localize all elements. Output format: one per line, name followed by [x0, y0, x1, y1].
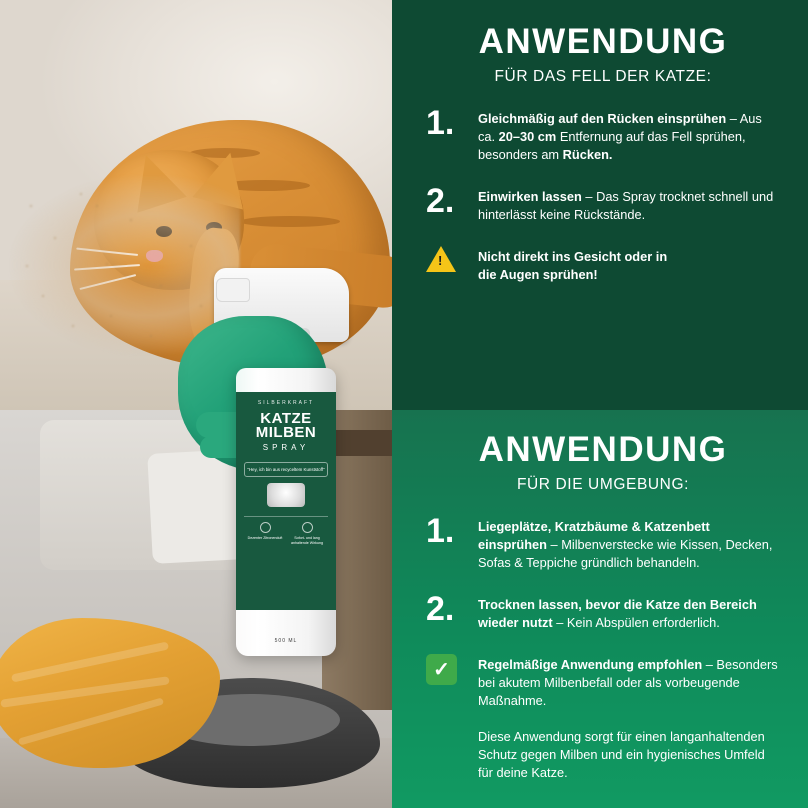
step-bold-mid: 20–30 cm [498, 129, 557, 144]
step-number: 2. [426, 182, 455, 220]
panel-top-subtitle: FÜR DAS FELL DER KATZE: [494, 68, 712, 85]
step-bold-lead: Gleichmäßig auf den Rücken einsprühen [478, 111, 727, 126]
warning-item [426, 246, 780, 284]
step-item [426, 182, 780, 224]
panel-top-title: ANWENDUNG [478, 22, 728, 61]
step-rest-1: – Kein Abspülen erforderlich. [552, 615, 720, 630]
feature-long-lasting [288, 522, 327, 546]
product-volume: 500 ML [274, 638, 298, 644]
step-bold-lead: Einwirken lassen [478, 189, 582, 204]
feature-long-lasting-label: Sofort- und lang anhaltende Wirkung [291, 536, 323, 545]
panel-bottom-subtitle: FÜR DIE UMGEBUNG: [516, 476, 690, 493]
panel-environment-application [392, 410, 808, 808]
step-rest-1: – Das Spray trocknet schnell und hinterlässt keine Rückstände. [478, 189, 774, 222]
left-image-column [0, 0, 392, 808]
step-number: 2. [426, 590, 455, 628]
step-bold-lead: Liegeplätze, Kratzbäume & Katzenbett einsprühen [478, 519, 710, 552]
product-label [236, 392, 336, 610]
warning-text [478, 246, 667, 284]
step-text [478, 516, 780, 572]
label-cat-photo [267, 483, 305, 507]
panel-bottom-title: ANWENDUNG [478, 430, 728, 469]
check-square-icon: ✓ [426, 654, 457, 685]
closing-text: Diese Anwendung sorgt für einen langanhaltenden Schutz gegen Milben und ein hygienisches Umfeld für deine Katze. [478, 729, 765, 780]
warning-triangle-icon [426, 246, 456, 272]
bottle-body [236, 368, 336, 656]
step-text [478, 594, 780, 632]
spray-nozzle [216, 278, 250, 302]
clock-icon [302, 522, 313, 533]
recommendation-item [426, 654, 780, 710]
warning-badge [426, 246, 478, 272]
step-item [426, 590, 780, 632]
step-rest-2: Entfernung auf das Fell sprühen, besonders am [478, 129, 746, 162]
recommendation-rest: – Besonders bei akutem Milbenbefall oder als vorbeugende Maßnahme. [478, 657, 778, 708]
product-title-line2: MILBEN [255, 424, 317, 441]
step-text [478, 108, 780, 164]
recycled-plastic-quote: "Hey, ich bin aus recyceltem Kunststoff" [244, 462, 328, 477]
step-number: 1. [426, 512, 455, 550]
recommendation-badge [426, 654, 478, 685]
warning-line-1: Nicht direkt ins Gesicht oder in [478, 249, 668, 264]
right-text-column [392, 0, 808, 808]
feature-lemon-scent [246, 522, 285, 546]
warning-line-2: die Augen sprühen! [478, 267, 598, 282]
step-item [426, 512, 780, 572]
label-feature-icons [244, 516, 328, 546]
product-title-line1: KATZE [260, 410, 312, 427]
step-bold-end: Rücken. [562, 147, 613, 162]
recommendation-bold-lead: Regelmäßige Anwendung empfohlen [478, 657, 703, 672]
step-text [478, 186, 780, 224]
panel-fur-application [392, 0, 808, 410]
product-spray-bottle [196, 268, 371, 668]
recommendation-text [478, 654, 780, 710]
lemon-icon [260, 522, 271, 533]
step-rest-1: – Milbenverstecke wie Kissen, Decken, Sofas & Teppiche gründlich behandeln. [478, 537, 773, 570]
product-subtitle: SPRAY [262, 443, 310, 452]
step-bold-lead: Trocknen lassen, bevor die Katze den Bereich wieder nutzt [478, 597, 757, 630]
step-rest-1: – Aus ca. [478, 111, 762, 144]
brand-name: SILBERKRAFT [257, 400, 315, 406]
step-number: 1. [426, 104, 455, 142]
step-item [426, 104, 780, 164]
feature-lemon-label: Dezenter Zitronenduft [247, 536, 283, 540]
